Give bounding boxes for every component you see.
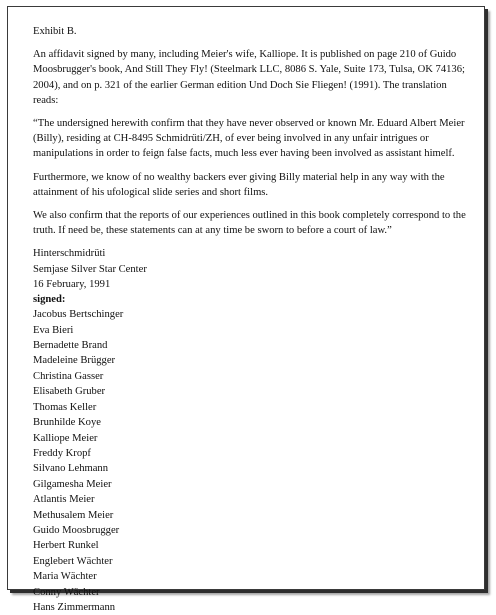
affidavit-paragraph-3: We also confirm that the reports of our experiences outlined in this book completely correspond to the truth. If need be, these statements can at any time be sworn to before a court of law.” xyxy=(33,210,466,237)
signatory-name: Methusalem Meier xyxy=(33,509,114,521)
signatory-name: Kalliope Meier xyxy=(33,432,98,444)
signatory-name: Maria Wächter xyxy=(33,571,97,583)
signatory-name: Conny Wächter xyxy=(33,586,100,598)
signatory-name: Silvano Lehmann xyxy=(33,463,109,475)
signatory-name: Brunhilde Koye xyxy=(33,417,101,429)
document-body xyxy=(33,24,473,615)
place-line: Hinterschmidrüti xyxy=(33,248,106,260)
signatory-name: Freddy Kropf xyxy=(33,447,91,459)
affidavit-paragraph-2: Furthermore, we know of no wealthy backers ever giving Billy material help in any way with the attainment of his ufological slide series and short films. xyxy=(33,171,445,198)
signatory-name: Elisabeth Gruber xyxy=(33,386,106,398)
signatory-name: Englebert Wächter xyxy=(33,555,113,567)
intro-paragraph: An affidavit signed by many, including Meier's wife, Kalliope. It is published on page 210 of Guido Moosbrugger's book, And Still They Fly! (Steelmark LLC, 8086 S. Yale, Suite 173, Tulsa, OK 74136; 2004), and on p. 321 of the earlier German edition Und Doch Sie Fliegen! (1991). The translation reads: xyxy=(33,49,465,106)
signatory-name: Eva Bieri xyxy=(33,324,74,336)
date-line: 16 February, 1991 xyxy=(33,278,111,290)
exhibit-heading: Exhibit B. xyxy=(33,26,77,37)
signatory-name: Jacobus Bertschinger xyxy=(33,309,124,321)
signatory-name: Thomas Keller xyxy=(33,401,97,413)
signatory-list xyxy=(33,307,473,615)
signature-block xyxy=(33,246,473,615)
signatory-name: Gilgamesha Meier xyxy=(33,478,112,490)
affidavit-paragraph-1: “The undersigned herewith confirm that they have never observed or known Mr. Eduard Albert Meier (Billy), residing at CH-8495 Schmidrüti/ZH, of ever being involved in any unfair intrigues or manipulations in order to feign false facts, much less ever having been involved as assistant himelf. xyxy=(33,118,465,160)
signatory-name: Hans Zimmermann xyxy=(33,601,116,613)
signatory-name: Madeleine Brügger xyxy=(33,355,116,367)
signed-label: signed: xyxy=(33,294,66,306)
signatory-name: Atlantis Meier xyxy=(33,494,95,506)
signatory-name: Christina Gasser xyxy=(33,370,104,382)
document-page xyxy=(7,6,485,613)
signatory-name: Guido Moosbrugger xyxy=(33,524,120,536)
center-line: Semjase Silver Star Center xyxy=(33,263,147,275)
signatory-name: Herbert Runkel xyxy=(33,540,99,552)
signatory-name: Bernadette Brand xyxy=(33,340,108,352)
